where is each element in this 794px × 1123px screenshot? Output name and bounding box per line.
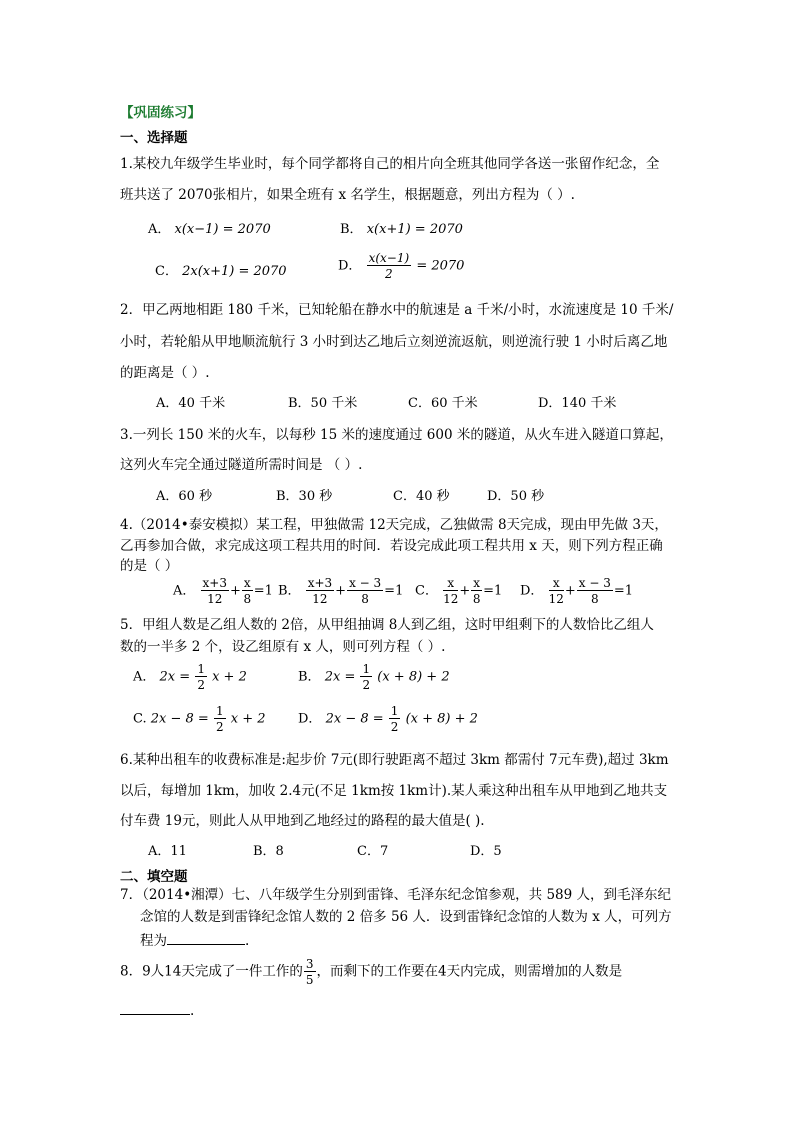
q1-option-a <box>148 220 271 240</box>
fraction-denominator: 12 <box>443 592 459 606</box>
q8-text-start: 8．9人14天完成了一件工作的 <box>120 963 303 980</box>
fraction-numerator: x − 3 <box>349 576 382 590</box>
expression-left: 2x = <box>324 669 356 685</box>
q3-option-b: B．30 秒 <box>276 489 333 504</box>
fraction-denominator: 5 <box>305 973 314 987</box>
option-label: B． <box>298 669 321 685</box>
fraction <box>360 663 372 691</box>
q2-line2: 小时，若轮船从甲地顺流航行 3 小时到达乙地后立刻逆流返航，则逆流行驶 1 小时后离乙地 <box>120 334 668 350</box>
fraction-numerator: 1 <box>215 704 224 718</box>
part1-title: 一、选择题 <box>120 130 188 146</box>
q1-line1: 1.某校九年级学生毕业时，每个同学都将自己的相片向全班其他同学各送一张留作纪念，全 <box>120 156 660 172</box>
fraction-denominator: 8 <box>590 592 599 606</box>
option-label: A． <box>173 583 196 599</box>
q7-line2: 念馆的人数是到雷锋纪念馆人数的 2 倍多 56 人．设到雷锋纪念馆的人数为 x 人，可列方 <box>140 909 672 925</box>
q4-line1: 4.（2014•泰安模拟）某工程，甲独做需 12天完成，乙独做需 8天完成，现由甲先做 3天， <box>120 517 668 533</box>
fraction-numerator: 1 <box>390 704 399 718</box>
q4-line2: 乙再参加合做，求完成这项工程共用的时间．若设完成此项工程共用 x 天，则下列方程正确 <box>120 538 663 554</box>
q5-option-a <box>133 663 247 691</box>
fraction-numerator: x+3 <box>202 576 227 590</box>
q2-option-d: D．140 千米 <box>538 396 617 411</box>
section-header: 【巩固练习】 <box>120 105 201 121</box>
fraction-denominator: 8 <box>243 592 252 606</box>
fraction-denominator: 12 <box>548 592 564 606</box>
q2-option-c: C．60 千米 <box>408 396 478 411</box>
q6-line1: 6.某种出租车的收费标准是:起步价 7元(即行驶距离不超过 3km 都需付 7元车费),超过 3km <box>120 752 669 768</box>
q5-option-b <box>298 663 450 691</box>
fraction-numerator: 1 <box>197 662 205 676</box>
option-label: B． <box>278 583 301 599</box>
fraction-denominator: 8 <box>472 592 481 606</box>
fraction <box>214 705 226 733</box>
fraction <box>306 577 334 605</box>
fraction-numerator: 3 <box>305 957 314 971</box>
expression-left: 2x = <box>159 669 191 685</box>
plus-sign: + <box>230 583 241 599</box>
q3-option-a: A．60 秒 <box>156 489 213 504</box>
expression-right: x + 2 <box>212 669 247 685</box>
q4-option-d <box>520 577 633 605</box>
q3-option-d: D．50 秒 <box>487 489 545 504</box>
fraction <box>242 577 253 605</box>
fraction-denominator: 2 <box>390 720 399 734</box>
fraction <box>195 663 207 691</box>
fraction-numerator: x <box>443 577 458 591</box>
part2-title: 二、填空题 <box>120 869 188 885</box>
q1-option-d <box>338 252 464 280</box>
fraction <box>347 577 383 605</box>
q1-line2: 班共送了 2070张相片，如果全班有 x 名学生，根据题意，列出方程为（ ）. <box>120 187 575 203</box>
fraction-numerator: x <box>473 576 481 590</box>
fraction-denominator: 2 <box>197 678 205 692</box>
q2-line3: 的距离是（ ）. <box>120 365 210 381</box>
q3-line2: 这列火车完全通过隧道所需时间是 （ ）. <box>120 457 363 473</box>
option-expression: = 2070 <box>416 258 465 274</box>
plus-sign: + <box>564 583 576 599</box>
q2-option-b: B．50 千米 <box>288 396 358 411</box>
expression-right: (x + 8) + 2 <box>377 669 450 685</box>
q5-line2: 数的一半多 2 个，设乙组原有 x 人，则可列方程（ ）. <box>120 639 446 655</box>
equals-one: =1 <box>613 583 634 599</box>
option-label: D． <box>338 258 362 274</box>
option-expression: x(x−1) = 2070 <box>174 222 271 237</box>
answer-blank[interactable] <box>167 930 245 945</box>
q8-line1 <box>120 958 622 986</box>
q1-option-b <box>340 220 463 240</box>
fraction <box>443 577 458 605</box>
q8-text-end: ，而剩下的工作要在4天内完成，则需增加的人数是 <box>316 963 623 980</box>
expression-right: (x + 8) + 2 <box>405 711 478 727</box>
q6-option-d: D．5 <box>470 844 502 859</box>
answer-blank[interactable] <box>120 1000 190 1015</box>
option-label: C． <box>415 583 438 599</box>
fraction <box>471 577 482 605</box>
q1-option-c <box>155 262 287 282</box>
q5-option-d <box>298 705 478 733</box>
fraction-numerator: x <box>243 576 251 590</box>
q6-option-a: A．11 <box>148 844 187 859</box>
q2-line1: 2．甲乙两地相距 180 千米，已知轮船在静水中的航速是 a 千米/小时，水流速度是 10 千米/ <box>120 302 674 318</box>
q4-option-a <box>173 577 273 605</box>
q3-option-c: C．40 秒 <box>393 489 450 504</box>
option-expression: 2x(x+1) = 2070 <box>182 264 287 279</box>
equals-one: =1 <box>483 583 503 599</box>
q7-line1: 7．（2014•湘潭）七、八年级学生分别到雷锋、毛泽东纪念馆参观，共 589 人，到毛泽东纪 <box>120 887 672 903</box>
fraction-denominator: 8 <box>361 592 369 606</box>
q6-option-c: C．7 <box>357 844 389 859</box>
q7-line3-text: 程为 <box>140 933 167 949</box>
q5-option-c <box>133 705 266 733</box>
q4-option-c <box>415 577 502 605</box>
option-label: C. <box>133 711 147 727</box>
fraction-numerator: 1 <box>362 662 371 676</box>
q4-line3: 的是（ ） <box>120 558 179 574</box>
q6-line3: 付车费 19元，则此人从甲地到乙地经过的路程的最大值是( ). <box>120 813 485 829</box>
expression-right: x + 2 <box>230 711 266 727</box>
fraction <box>304 958 316 986</box>
plus-sign: + <box>459 583 471 599</box>
fraction-denominator: 2 <box>215 720 224 734</box>
q6-line2: 以后，每增加 1km，加收 2.4元(不足 1km按 1km计).某人乘这种出租车从甲地到乙地共支 <box>120 783 668 799</box>
fraction <box>549 577 564 605</box>
option-label: A． <box>148 222 171 237</box>
option-expression: x(x+1) = 2070 <box>366 222 463 237</box>
option-label: D． <box>520 583 544 599</box>
q4-option-b <box>278 577 403 605</box>
option-label: B． <box>340 222 363 237</box>
q2-option-a: A．40 千米 <box>156 396 226 411</box>
fraction <box>201 577 229 605</box>
q5-line1: 5．甲组人数是乙组人数的 2倍，从甲组抽调 8人到乙组，这时甲组剩下的人数恰比乙组人 <box>120 617 654 633</box>
fraction-numerator: x(x−1) <box>368 251 410 265</box>
option-label: D． <box>298 711 322 727</box>
expression-left: 2x − 8 = <box>150 711 209 727</box>
fraction-denominator: 2 <box>362 678 371 692</box>
fraction-numerator: x <box>549 577 564 591</box>
option-label: C． <box>155 264 178 279</box>
fraction-numerator: x − 3 <box>578 576 611 590</box>
equals-one: =1 <box>384 583 404 599</box>
option-label: A． <box>133 669 156 685</box>
q7-line3 <box>140 930 249 951</box>
fraction-denominator: 2 <box>385 267 393 281</box>
fraction-denominator: 12 <box>312 592 328 606</box>
fraction <box>367 252 412 280</box>
fraction <box>389 705 401 733</box>
expression-left: 2x − 8 = <box>325 711 384 727</box>
fraction-numerator: x+3 <box>307 576 333 590</box>
fraction-denominator: 12 <box>207 592 223 606</box>
equals-one: =1 <box>253 583 273 599</box>
q8-answer-line <box>120 1000 194 1021</box>
fraction <box>577 577 613 605</box>
q3-line1: 3.一列长 150 米的火车，以每秒 15 米的速度通过 600 米的隧道，从火车进入隧道口算起， <box>120 427 673 443</box>
q6-option-b: B．8 <box>253 844 284 859</box>
q8-end: . <box>190 1003 195 1019</box>
q7-line3-end: . <box>245 933 250 949</box>
plus-sign: + <box>335 583 347 599</box>
